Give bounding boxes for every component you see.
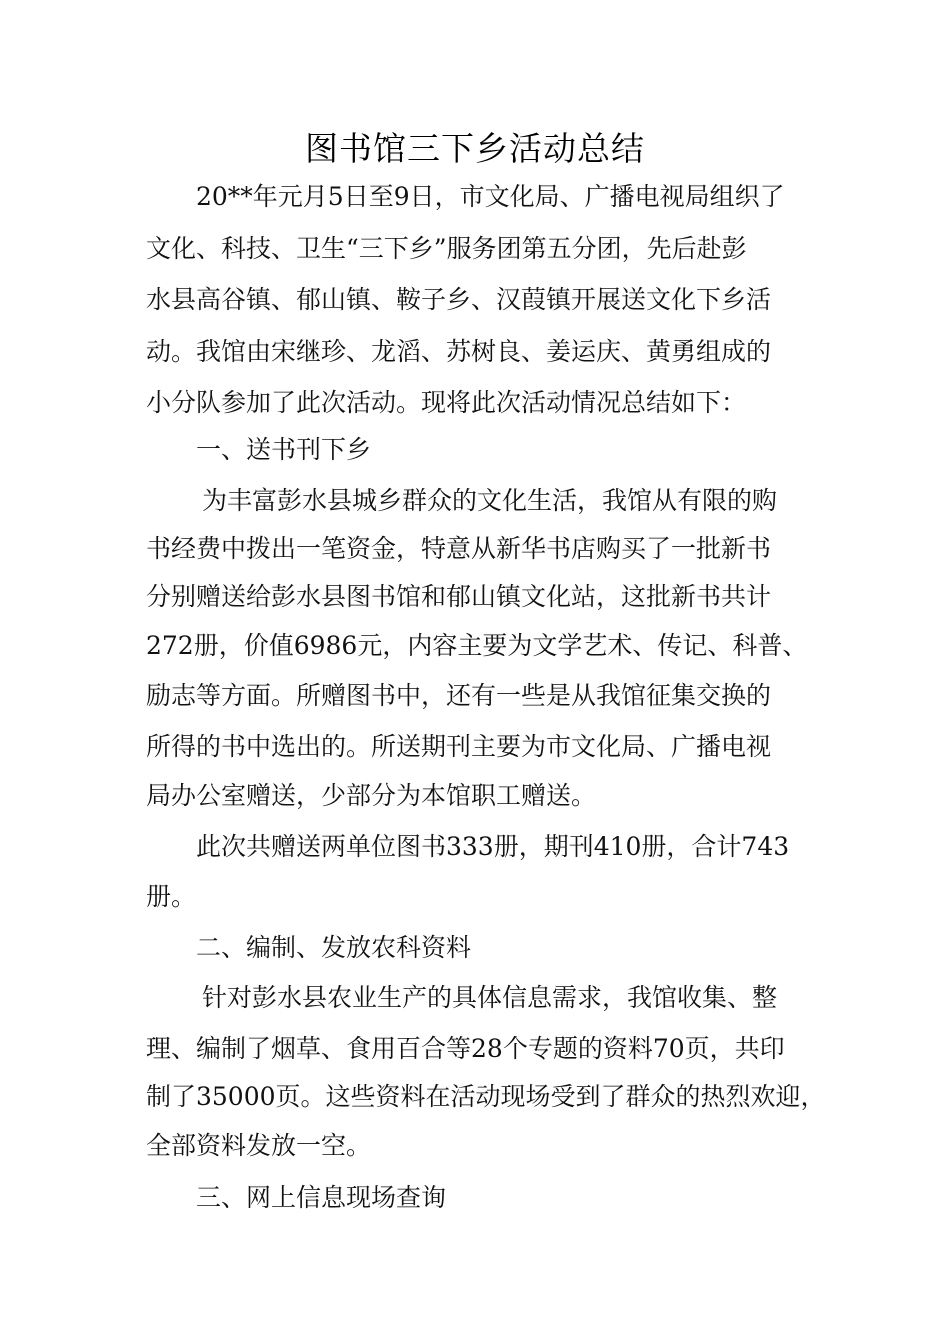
intro-line-1: 20**年元月5日至9日，市文化局、广播电视局组织了 [196, 182, 785, 211]
s1p1-line-3: 分别赠送给彭水县图书馆和郁山镇文化站，这批新书共计 [146, 582, 772, 611]
s1p1-line-6: 所得的书中选出的。所送期刊主要为市文化局、广播电视 [146, 732, 772, 761]
intro-line-4: 动。我馆由宋继珍、龙滔、苏树良、姜运庆、黄勇组成的 [146, 337, 772, 366]
s1p2-line-2: 册。 [146, 882, 197, 911]
s1p2-line-1: 此次共赠送两单位图书333册，期刊410册，合计743 [196, 832, 790, 861]
document-title: 图书馆三下乡活动总结 [305, 129, 645, 168]
intro-line-3: 水县高谷镇、郁山镇、鞍子乡、汉葭镇开展送文化下乡活 [146, 285, 772, 314]
section-3-heading: 三、网上信息现场查询 [196, 1183, 447, 1212]
s2-line-2: 理、编制了烟草、食用百合等28个专题的资料70页，共印 [146, 1034, 785, 1063]
section-2-heading: 二、编制、发放农科资料 [196, 933, 472, 962]
s2-line-4: 全部资料发放一空。 [146, 1131, 372, 1160]
s1p1-line-4: 272册，价值6986元，内容主要为文学艺术、传记、科普、 [146, 631, 808, 660]
intro-line-5: 小分队参加了此次活动。现将此次活动情况总结如下： [146, 388, 747, 417]
section-1-heading: 一、送书刊下乡 [196, 435, 372, 464]
s1p1-line-1: 为丰富彭水县城乡群众的文化生活，我馆从有限的购 [202, 486, 778, 515]
intro-line-2: 文化、科技、卫生“三下乡”服务团第五分团，先后赴彭 [146, 234, 747, 263]
s1p1-line-2: 书经费中拨出一笔资金，特意从新华书店购买了一批新书 [146, 534, 772, 563]
s2-line-1: 针对彭水县农业生产的具体信息需求，我馆收集、整 [202, 983, 778, 1012]
s2-line-3: 制了35000页。这些资料在活动现场受到了群众的热烈欢迎， [146, 1082, 826, 1111]
s1p1-line-5: 励志等方面。所赠图书中，还有一些是从我馆征集交换的 [146, 681, 772, 710]
s1p1-line-7: 局办公室赠送，少部分为本馆职工赠送。 [146, 781, 597, 810]
